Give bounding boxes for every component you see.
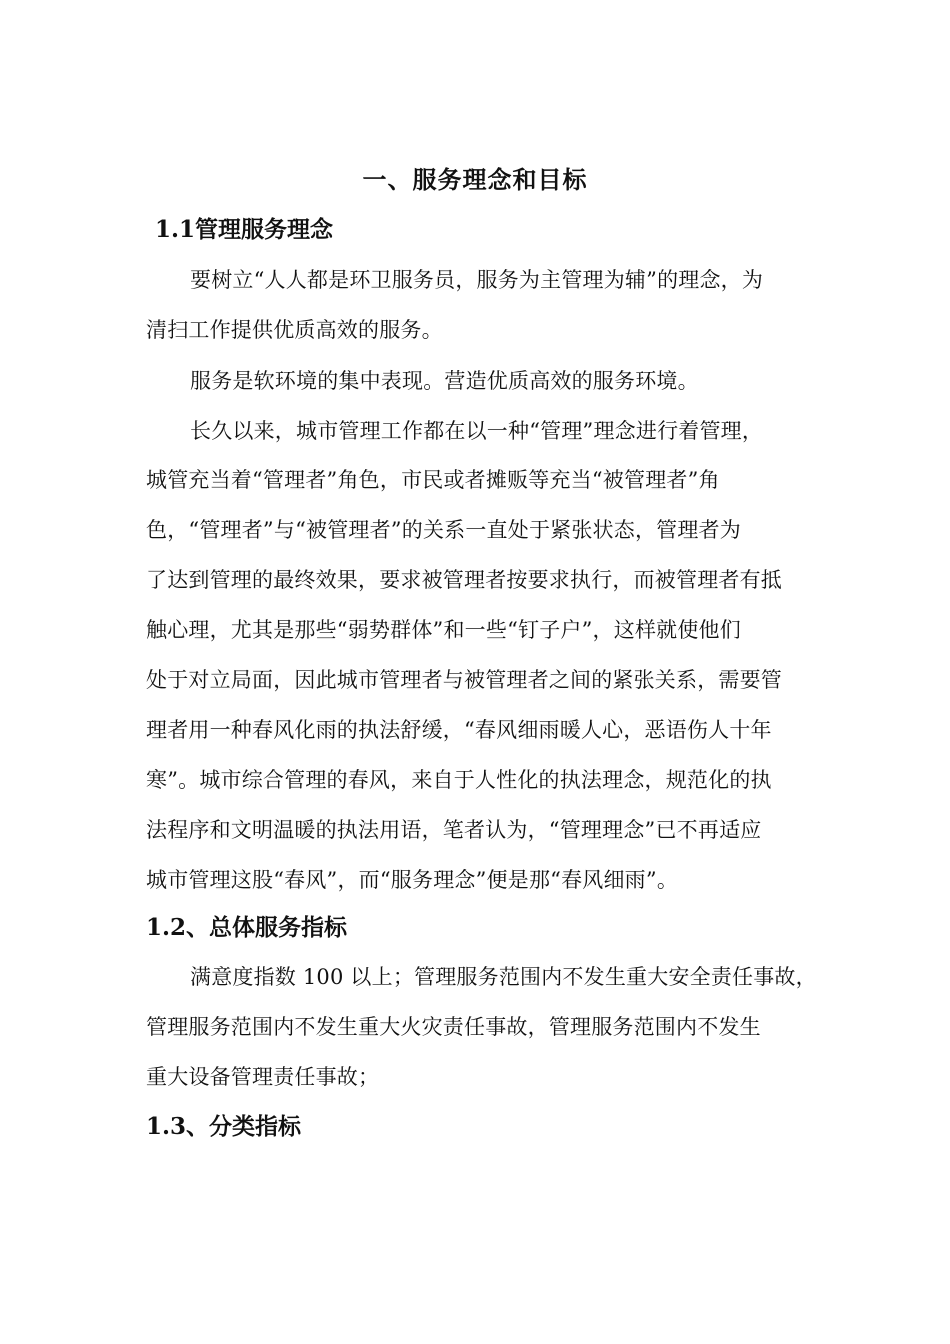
paragraph-line: 管理服务范围内不发生重大火灾责任事故，管理服务范围内不发生 <box>146 1015 761 1039</box>
paragraph-line: 理者用一种春风化雨的执法舒缓，“春风细雨暖人心，恶语伤人十年 <box>146 718 772 742</box>
paragraph-line: 色，“管理者”与“被管理者”的关系一直处于紧张状态，管理者为 <box>146 518 741 542</box>
paragraph-line: 处于对立局面，因此城市管理者与被管理者之间的紧张关系，需要管 <box>146 668 782 692</box>
paragraph-line: 满意度指数 100 以上；管理服务范围内不发生重大安全责任事故， <box>190 965 817 989</box>
paragraph-line: 法程序和文明温暖的执法用语，笔者认为，“管理理念”已不再适应 <box>146 818 762 842</box>
paragraph-line: 服务是软环境的集中表现。营造优质高效的服务环境。 <box>190 369 699 393</box>
paragraph-line: 清扫工作提供优质高效的服务。 <box>146 318 443 342</box>
paragraph-line: 城市管理这股“春风”，而“服务理念”便是那“春风细雨”。 <box>146 868 679 892</box>
paragraph-line: 长久以来，城市管理工作都在以一种“管理”理念进行着管理， <box>190 419 764 443</box>
paragraph-line: 寒”。城市综合管理的春风，来自于人性化的执法理念，规范化的执 <box>146 768 772 792</box>
paragraph-line: 触心理，尤其是那些“弱势群体”和一些“钉子户”，这样就使他们 <box>146 618 741 642</box>
paragraph-line: 城管充当着“管理者”角色，市民或者摊贩等充当“被管理者”角 <box>146 468 720 492</box>
paragraph-line: 要树立“人人都是环卫服务员，服务为主管理为辅”的理念，为 <box>190 268 764 292</box>
section-heading-1-2: 1.2、总体服务指标 <box>146 914 348 941</box>
paragraph-line: 了达到管理的最终效果，要求被管理者按要求执行，而被管理者有抵 <box>146 568 782 592</box>
section-heading-1-1: 1.1管理服务理念 <box>155 216 334 243</box>
document-title: 一、服务理念和目标 <box>362 165 588 194</box>
section-heading-1-3: 1.3、分类指标 <box>146 1113 302 1140</box>
paragraph-line: 重大设备管理责任事故； <box>146 1065 380 1089</box>
